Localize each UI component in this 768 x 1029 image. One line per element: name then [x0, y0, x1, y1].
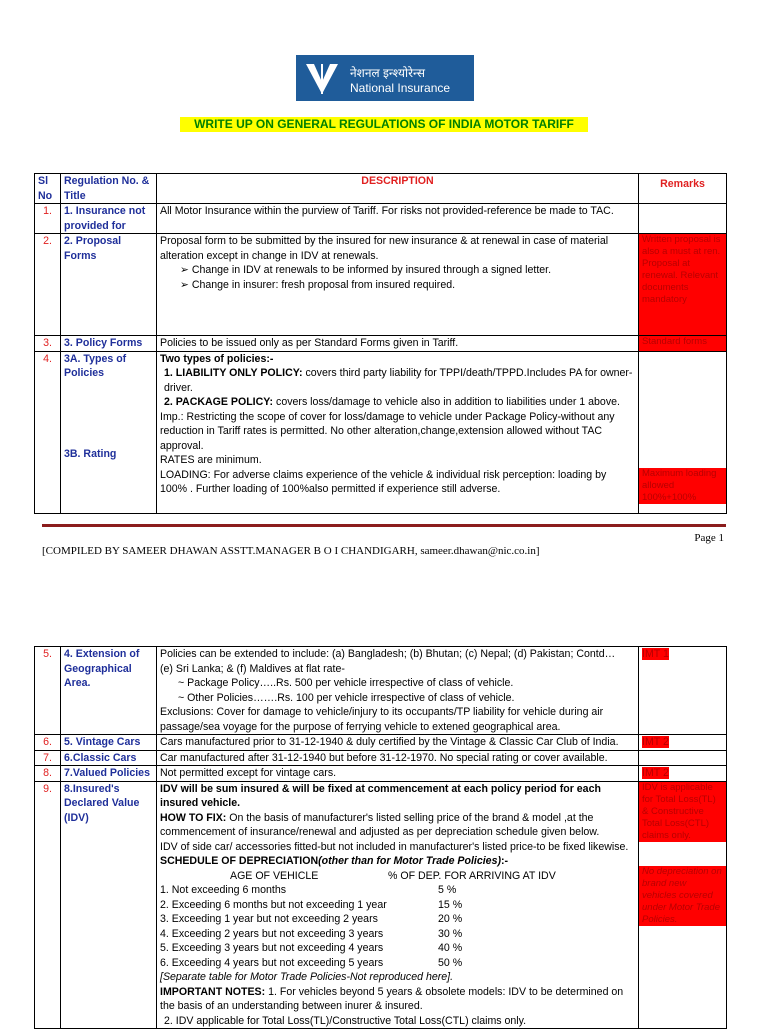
- row-sl-no: 8.: [35, 766, 61, 782]
- depreciation-colon: :-: [501, 855, 509, 867]
- row-description: Cars manufactured prior to 31-12-1940 & duly certified by the Vintage & Classic Car Club of India.: [157, 735, 639, 751]
- row-title: 2. Proposal Forms: [61, 234, 157, 336]
- row-sl-no: 6.: [35, 735, 61, 751]
- row-remarks: [639, 750, 727, 766]
- idv-heading: IDV will be sum insured & will be fixed at commencement at each policy period for each insured vehicle.: [160, 782, 601, 809]
- row-description: Policies to be issued only as per Standard Forms given in Tariff.: [157, 336, 639, 352]
- header-remarks: Remarks: [639, 174, 727, 204]
- how-to-fix-desc: On the basis of manufacturer's listed selling price of the brand & model ,at the commencement of insurance/renewal and adjusted as per depreciation schedule given below.: [160, 811, 600, 838]
- header-regulation-title: Regulation No. & Title: [61, 174, 157, 204]
- depreciation-age: 2. Exceeding 6 months but not exceeding 1 year: [160, 898, 387, 911]
- remark-badge: IMT 1: [642, 648, 669, 660]
- row-remarks: Written proposal is also a must at ren. Proposal at renewal. Relevant documents mandatory: [639, 234, 727, 336]
- depreciation-age: 6. Exceeding 4 years but not exceeding 5 years: [160, 956, 384, 969]
- logo-english-text: National Insurance: [350, 81, 451, 95]
- side-car-text: IDV of side car/ accessories fitted-but not included in manufacturer's listed price-to be fixed likewise.: [160, 840, 629, 853]
- list-item: ➢ Change in IDV at renewals to be informed by insured through a signed letter.: [180, 263, 635, 278]
- geo-exclusions: Exclusions: Cover for damage to vehicle/injury to its occupants/TP liability for vehicle during air passage/sea voyage for the purpose of ferrying vehicle to extened geographical area.: [160, 706, 604, 733]
- geo-text-2: (e) Sri Lanka; & (f) Maldives at flat rate-: [160, 662, 345, 675]
- row-description: [157, 647, 639, 735]
- regulations-table-page1: [34, 173, 727, 514]
- row-remarks: [639, 781, 727, 1029]
- important-notes-label: IMPORTANT NOTES:: [160, 985, 266, 998]
- important-notes: [160, 985, 635, 1014]
- document-heading: WRITE UP ON GENERAL REGULATIONS OF INDIA MOTOR TARIFF: [180, 117, 588, 132]
- row-title: [61, 351, 157, 513]
- row-sl-no: 9.: [35, 781, 61, 1029]
- proposal-text: Proposal form to be submitted by the insured for new insurance & at renewal in case of material alteration except in change in IDV at renewals.: [160, 235, 609, 262]
- depreciation-remark: No depreciation on brand new vehicles covered under Motor Trade Policies.: [639, 866, 726, 926]
- row-sl-no: 5.: [35, 647, 61, 735]
- row-description: Not permitted except for vintage cars.: [157, 766, 639, 782]
- depreciation-row: [160, 956, 635, 971]
- table-row: [35, 234, 727, 336]
- depreciation-row: [160, 927, 635, 942]
- depreciation-pct: 30 %: [438, 927, 463, 940]
- table-row: [35, 204, 727, 234]
- row-sl-no: 1.: [35, 204, 61, 234]
- table-row: [35, 750, 727, 766]
- important-note: Imp.: Restricting the scope of cover for loss/damage to vehicle under Package Policy-without any reduction in Tariff rates is permitted. No other alteration,change,extension allowed without TAC approval.: [160, 410, 615, 452]
- depreciation-row: [160, 883, 635, 898]
- liability-desc: covers third party liability for TPPI/death/TPPD.Includes PA for owner-driver.: [164, 367, 633, 394]
- row-remarks: [639, 204, 727, 234]
- row-sl-no: 7.: [35, 750, 61, 766]
- depreciation-pct: 20 %: [438, 913, 463, 925]
- proposal-bullets: [160, 263, 635, 292]
- depreciation-age: 1. Not exceeding 6 months: [160, 884, 287, 896]
- liability-policy-text: [160, 366, 635, 395]
- policy-types-heading: Two types of policies:-: [160, 352, 274, 365]
- idv-applicability-note: 2. IDV applicable for Total Loss(TL)/Constructive Total Loss(CTL) claims only.: [164, 1014, 527, 1027]
- depreciation-row: [160, 941, 635, 956]
- depreciation-qualifier: (other than for Motor Trade Policies): [318, 855, 501, 867]
- depreciation-row: [160, 912, 635, 927]
- table-row: [35, 766, 727, 782]
- regulations-table-page2: [34, 646, 727, 1029]
- row-title: 5. Vintage Cars: [61, 735, 157, 751]
- idv-remark: IDV is applicable for Total Loss(TL) & Constructive Total Loss(CTL) claims only.: [639, 782, 726, 842]
- table-row: [35, 351, 727, 513]
- important-notes-desc: 1. For vehicles beyond 5 years & obsolete models: IDV to be determined on the basis of an understanding between inurer & insured.: [160, 985, 624, 1012]
- row-remarks: [639, 766, 727, 782]
- table-header-row: [35, 174, 727, 204]
- loading-remark: Maximum loading allowed 100%+100%: [639, 468, 726, 504]
- depreciation-header-row: [160, 869, 635, 884]
- depreciation-age: 5. Exceeding 3 years but not exceeding 4 years: [160, 942, 384, 954]
- depreciation-pct: 15 %: [438, 898, 463, 911]
- depreciation-schedule: [160, 883, 635, 970]
- table-row: [35, 735, 727, 751]
- rates-text: RATES are minimum.: [160, 454, 262, 466]
- depreciation-pct: 50 %: [438, 956, 463, 969]
- row-remarks: Standard forms: [639, 336, 727, 352]
- row-remarks: [639, 351, 727, 513]
- table-row: [35, 781, 727, 1029]
- depreciation-pct: 40 %: [438, 942, 463, 954]
- how-to-fix-text: [160, 811, 635, 840]
- depreciation-label: SCHEDULE OF DEPRECIATION: [160, 855, 319, 867]
- logo-hindi-text: नेशनल इन्श्योरेन्स: [350, 66, 425, 80]
- row-title: 6.Classic Cars: [61, 750, 157, 766]
- loading-text: LOADING: For adverse claims experience of the vehicle & individual risk perception: loading by 100% . Further loading of 100%also permitted if experience still adverse.: [160, 468, 607, 495]
- liability-label: 1. LIABILITY ONLY POLICY:: [164, 367, 303, 379]
- footer-rule: [42, 524, 726, 527]
- geo-text-4: ~ Other Policies…….Rs. 100 per vehicle irrespective of class of vehicle.: [178, 691, 515, 704]
- remark-badge: IMT 2: [642, 736, 669, 748]
- row-title: 3. Policy Forms: [61, 336, 157, 352]
- depreciation-row: [160, 898, 635, 913]
- dep-header-pct: % OF DEP. FOR ARRIVING AT IDV: [388, 869, 556, 882]
- package-label: 2. PACKAGE POLICY:: [164, 396, 274, 408]
- row-sl-no: 4.: [35, 351, 61, 513]
- depreciation-pct: 5 %: [438, 884, 457, 896]
- row-title: 1. Insurance not provided for: [61, 204, 157, 234]
- logo-mark-icon: [304, 60, 340, 96]
- geo-text-1: Policies can be extended to include: (a) Bangladesh; (b) Bhutan; (c) Nepal; (d) Pakistan; Contd…: [160, 648, 616, 660]
- remark-badge: IMT 2: [642, 767, 669, 779]
- row-description: [157, 351, 639, 513]
- row-title: 7.Valued Policies: [61, 766, 157, 782]
- dep-header-age: AGE OF VEHICLE: [230, 869, 319, 882]
- header-description: DESCRIPTION: [157, 174, 639, 204]
- header-sl-no: Sl No: [35, 174, 61, 204]
- table-row: [35, 647, 727, 735]
- row-description: [157, 781, 639, 1029]
- row-title: 8.Insured's Declared Value (IDV): [61, 781, 157, 1029]
- row-sl-no: 2.: [35, 234, 61, 336]
- page-number: Page 1: [694, 532, 724, 544]
- row-description: All Motor Insurance within the purview of Tariff. For risks not provided-reference be made to TAC.: [157, 204, 639, 234]
- table-row: [35, 336, 727, 352]
- how-to-fix-label: HOW TO FIX:: [160, 811, 227, 824]
- separate-table-note: [Separate table for Motor Trade Policies-Not reproduced here].: [160, 971, 454, 983]
- compiled-by-text: [COMPILED BY SAMEER DHAWAN ASSTT.MANAGER B O I CHANDIGARH, sameer.dhawan@nic.co.in]: [42, 545, 540, 557]
- depreciation-heading: [160, 854, 635, 869]
- depreciation-age: 3. Exceeding 1 year but not exceeding 2 years: [160, 913, 378, 925]
- package-desc: covers loss/damage to vehicle also in addition to liabilities under 1 above.: [273, 396, 620, 408]
- geo-text-3: ~ Package Policy…..Rs. 500 per vehicle irrespective of class of vehicle.: [178, 677, 514, 689]
- types-of-policies-title: 3A. Types of Policies: [64, 352, 127, 379]
- row-description: Car manufactured after 31-12-1940 but before 31-12-1970. No special rating or cover available.: [157, 750, 639, 766]
- row-description: [157, 234, 639, 336]
- list-item: ➢ Change in insurer: fresh proposal from insured required.: [180, 278, 635, 293]
- row-remarks: [639, 735, 727, 751]
- row-remarks: [639, 647, 727, 735]
- package-policy-text: [160, 395, 635, 410]
- rating-title: 3B. Rating: [64, 447, 117, 460]
- row-sl-no: 3.: [35, 336, 61, 352]
- row-title: 4. Extension of Geographical Area.: [61, 647, 157, 735]
- national-insurance-logo: [296, 55, 474, 101]
- depreciation-age: 4. Exceeding 2 years but not exceeding 3 years: [160, 927, 384, 940]
